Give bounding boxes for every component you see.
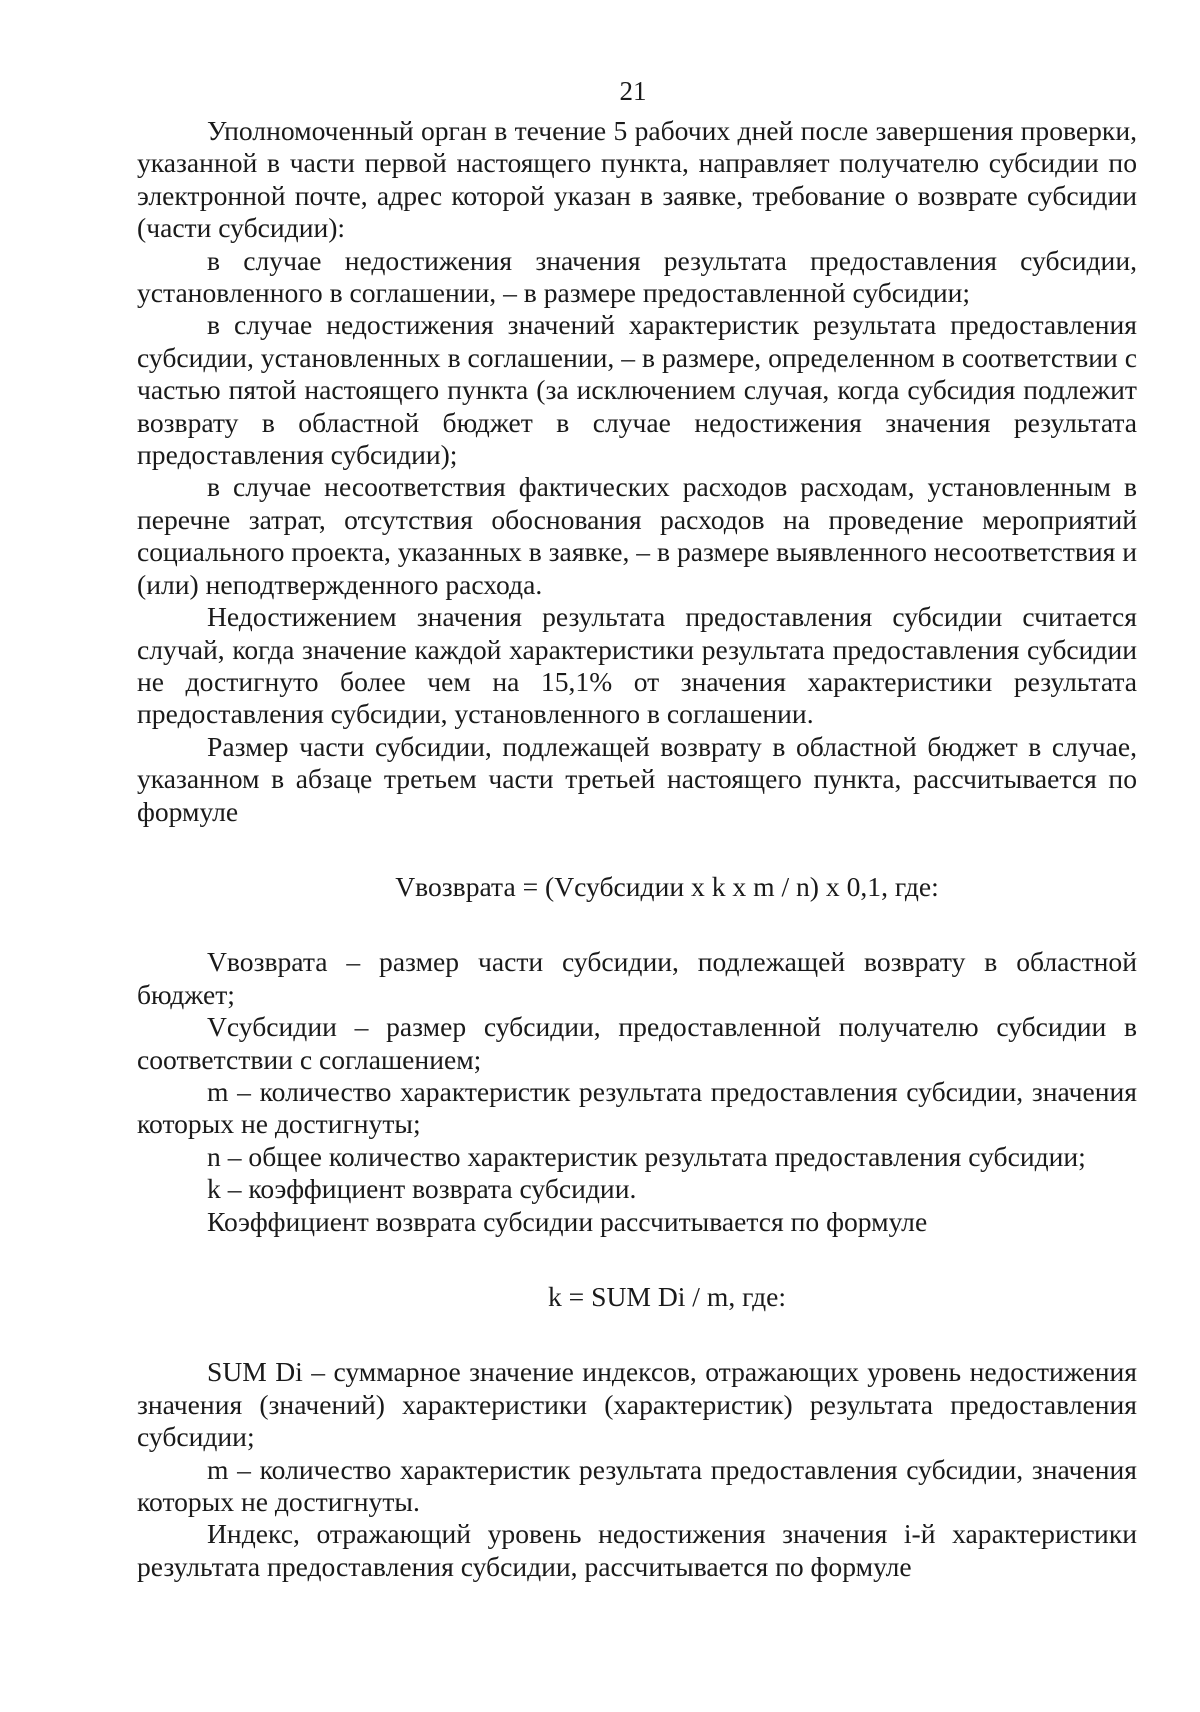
paragraph-case-result: в случае недостижения значения результата предоставления субсидии, установленного в соглашении, – в размере предоставленной субсидии; — [137, 244, 1137, 309]
paragraph-refund-size-intro: Размер части субсидии, подлежащей возврату в областной бюджет в случае, указанном в абзаце третьем части третьей настоящего пункта, рассчитывается по формуле — [137, 730, 1137, 827]
paragraph-def-n: n – общее количество характеристик результата предоставления субсидии; — [207, 1140, 1086, 1172]
paragraph-notification: Уполномоченный орган в течение 5 рабочих дней после завершения проверки, указанной в части первой настоящего пункта, направляет получателю субсидии по электронной почте, адрес которой указан в заявке, требование о возврате субсидии (части субсидии): — [137, 115, 1137, 244]
paragraph-case-expenses: в случае несоответствия фактических расходов расходам, установленным в перечне затрат, отсутствия обоснования расходов на проведение мероприятий социального проекта, указанных в заявке, – в размере выявленного несоответствия и (или) неподтвержденного расхода. — [137, 471, 1137, 600]
paragraph-def-k: k – коэффициент возврата субсидии. — [207, 1173, 637, 1205]
paragraph-def-v-subsidy: Vсубсидии – размер субсидии, предоставленной получателю субсидии в соответствии с соглашением; — [137, 1011, 1137, 1075]
paragraph-case-characteristics: в случае недостижения значений характеристик результата предоставления субсидии, установленных в соглашении, – в размере, определенном в соответствии с частью пятой настоящего пункта (за исключением случая, когда субсидия подлежит возврату в областной бюджет в случае недостижения значения результата предоставления субсидии); — [137, 309, 1137, 471]
formula-coefficient: k = SUM Di / m, где: — [547, 1281, 787, 1312]
formula-refund: Vвозврата = (Vсубсидии x k x m / n) x 0,1, где: — [395, 870, 939, 902]
paragraph-def-v-refund: Vвозврата – размер части субсидии, подлежащей возврату в областной бюджет; — [137, 946, 1137, 1010]
paragraph-def-sum-di: SUM Di – суммарное значение индексов, отражающих уровень недостижения значения (значений) характеристики (характеристик) результата предоставления субсидии; — [137, 1356, 1137, 1453]
paragraph-non-achievement-definition: Недостижением значения результата предоставления субсидии считается случай, когда значение каждой характеристики результата предоставления субсидии не достигнуто более чем на 15,1% от значения характеристики результата предоставления субсидии, установленного в соглашении. — [137, 601, 1137, 730]
page-number: 21 — [619, 76, 647, 106]
paragraph-def-m-2: m – количество характеристик результата предоставления субсидии, значения которых не достигнуты. — [137, 1453, 1137, 1518]
paragraph-index-intro: Индекс, отражающий уровень недостижения значения i-й характеристики результата предоставления субсидии, рассчитывается по формуле — [137, 1518, 1137, 1582]
paragraph-def-m: m – количество характеристик результата предоставления субсидии, значения которых не достигнуты; — [137, 1075, 1137, 1140]
document-body — [137, 115, 1137, 1583]
paragraph-coefficient-intro: Коэффициент возврата субсидии рассчитывается по формуле — [207, 1205, 928, 1237]
